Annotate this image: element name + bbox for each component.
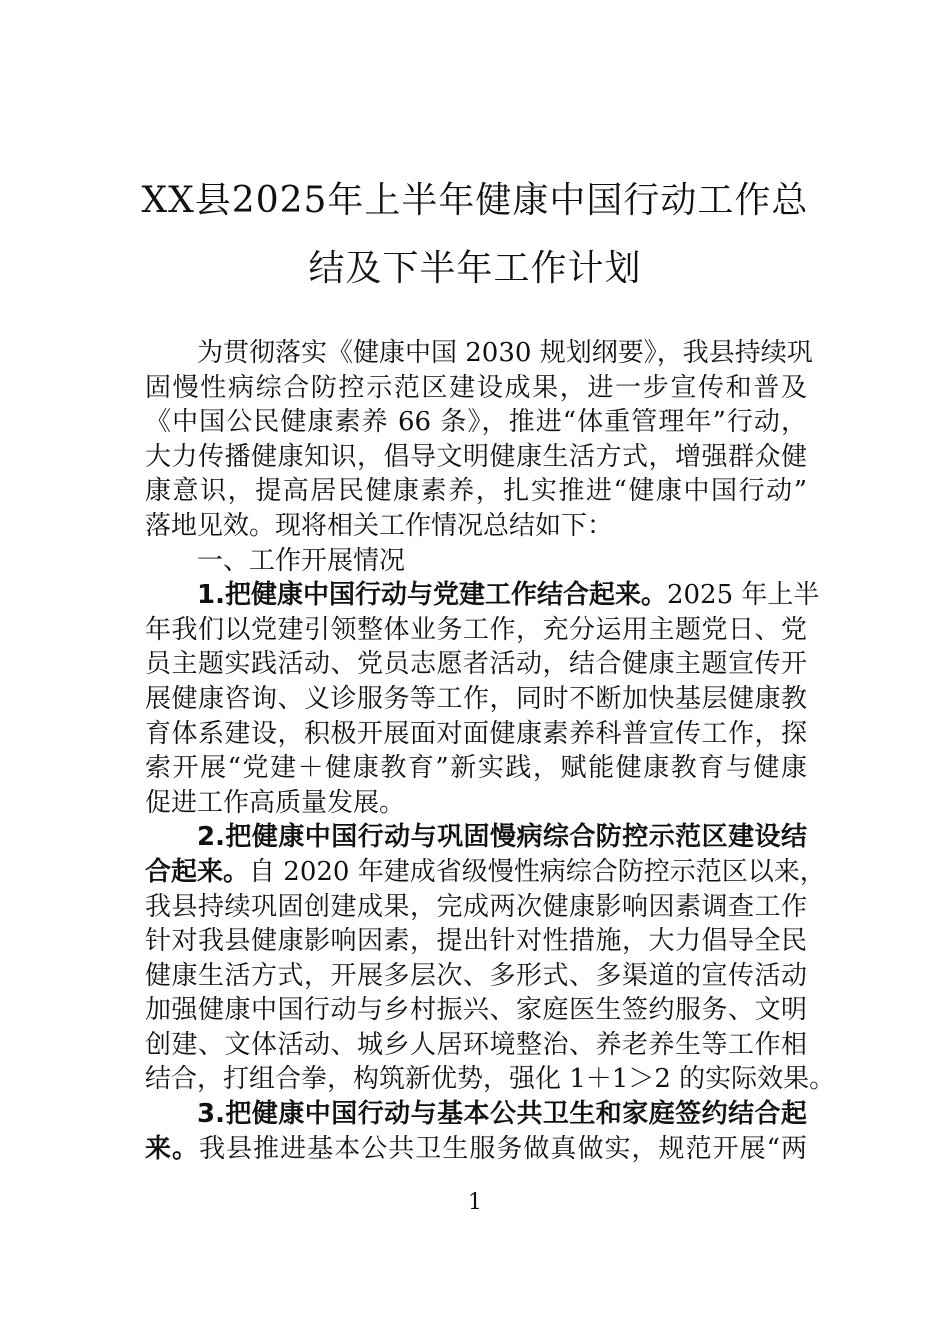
text-line: [145, 1132, 807, 1167]
text-line: [145, 717, 807, 752]
text-line: [145, 647, 807, 682]
text-line: [145, 682, 807, 717]
body-text: 创建、文体活动、城乡人居环境整治、养老养生等工作相: [145, 1029, 807, 1060]
bold-heading: 2.把健康中国行动与巩固慢病综合防控示范区建设结: [197, 822, 807, 853]
body-text: 年我们以党建引领整体业务工作，充分运用主题党日、党: [145, 614, 807, 645]
text-line: [145, 578, 820, 613]
body-text: 员主题实践活动、党员志愿者活动，结合健康主题宣传开: [145, 649, 807, 680]
text-line: [145, 1062, 836, 1097]
body-text: 加强健康中国行动与乡村振兴、家庭医生签约服务、文明: [145, 995, 807, 1026]
document-title-line-1: XX县2025年上半年健康中国行动工作总: [141, 180, 809, 221]
text-line: [145, 959, 807, 994]
body-text: 健康生活方式，开展多层次、多形式、多渠道的宣传活动: [145, 960, 807, 991]
text-line: [145, 440, 807, 475]
text-line: [145, 474, 807, 509]
body-text: 索开展“党建＋健康教育”新实践，赋能健康教育与健康: [145, 753, 807, 784]
body-text: 康意识，提高居民健康素养，扎实推进“健康中国行动”: [145, 476, 807, 507]
text-line: [145, 924, 807, 959]
body-text: 2025 年上半: [666, 580, 820, 611]
body-text: 《中国公民健康素养 66 条》，推进“体重管理年”行动，: [145, 407, 807, 438]
text-line: [145, 751, 807, 786]
text-line: [145, 405, 807, 440]
text-line: [145, 613, 807, 648]
bold-heading: 3.把健康中国行动与基本公共卫生和家庭签约结合起: [197, 1099, 807, 1130]
text-line: [145, 509, 807, 544]
text-line: [145, 371, 807, 406]
text-line: [145, 786, 807, 821]
body-text: 一、工作开展情况: [197, 545, 406, 576]
text-line: [145, 336, 813, 371]
text-line: [145, 1097, 807, 1132]
body-text: 促进工作高质量发展。: [145, 787, 406, 818]
body-text: 育体系建设，积极开展面对面健康素养科普宣传工作，探: [145, 718, 807, 749]
text-line: [145, 890, 807, 925]
body-text: 落地见效。现将相关工作情况总结如下：: [145, 510, 614, 541]
page-number: 1: [468, 1190, 482, 1215]
text-line: [145, 855, 826, 890]
text-line: [145, 544, 807, 579]
body-text: 针对我县健康影响因素，提出针对性措施，大力倡导全民: [145, 926, 807, 957]
body-text: 固慢性病综合防控示范区建设成果，进一步宣传和普及: [145, 372, 807, 403]
body-text: 我县推进基本公共卫生服务做真做实，规范开展“两: [199, 1133, 807, 1164]
bold-heading: 来。: [145, 1133, 200, 1164]
text-line: [145, 1028, 807, 1063]
body-text: 结合，打组合拳，构筑新优势，强化 1＋1＞2 的实际效果。: [145, 1064, 836, 1095]
bold-heading: 1.把健康中国行动与党建工作结合起来。: [197, 580, 667, 611]
body-text: 我县持续巩固创建成果，完成两次健康影响因素调查工作: [145, 891, 807, 922]
body-text: 大力传播健康知识，倡导文明健康生活方式，增强群众健: [145, 441, 807, 472]
text-line: [145, 993, 807, 1028]
body-text: 自 2020 年建成省级慢性病综合防控示范区以来，: [249, 856, 826, 887]
body-text: 为贯彻落实《健康中国 2030 规划纲要》，我县持续巩: [197, 338, 813, 368]
document-body: [145, 336, 836, 1166]
bold-heading: 合起来。: [145, 856, 250, 887]
text-line: [145, 820, 807, 855]
document-title-line-2: 结及下半年工作计划: [308, 248, 642, 289]
body-text: 展健康咨询、义诊服务等工作，同时不断加快基层健康教: [145, 683, 807, 714]
